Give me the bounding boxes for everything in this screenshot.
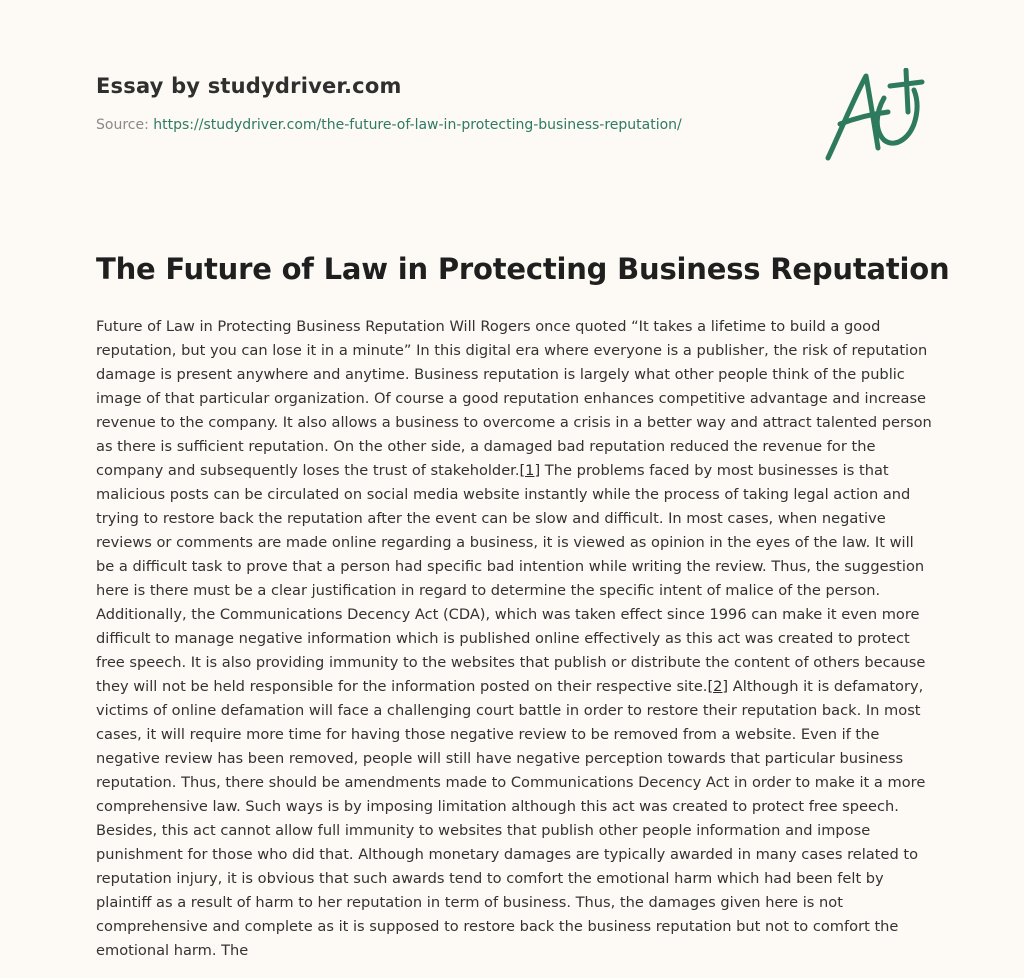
- footnote-link-1[interactable]: [1]: [519, 462, 541, 479]
- essay-body: [96, 315, 932, 963]
- brand-title: Essay by studydriver.com: [96, 74, 402, 98]
- source-line: [96, 117, 796, 133]
- source-label: Source:: [96, 117, 149, 133]
- essay-paragraph-part-1: Future of Law in Protecting Business Reputation Will Rogers once quoted “It takes a lifetime to build a good reputation, but you can lose it in a minute” In this digital era where everyone is a publisher, the risk of reputation damage is present anywhere and anytime. Business reputation is largely what other people think of the public image of that particular organization. Of course a good reputation enhances competitive advantage and increase revenue to the company. It also allows a business to overcome a crisis in a better way and attract talented person as there is sufficient reputation. On the other side, a damaged bad reputation reduced the revenue for the company and subsequently loses the trust of stakeholder.: [96, 318, 932, 479]
- essay-paragraph-part-2: The problems faced by most businesses is that malicious posts can be circulated on social media website instantly while the process of taking legal action and trying to restore back the reputation after the event can be slow and difficult. In most cases, when negative reviews or comments are made online regarding a business, it is viewed as opinion in the eyes of the law. It will be a difficult task to prove that a person had specific bad intention while writing the review. Thus, the suggestion here is there must be a clear justification in regard to determine the specific intent of malice of the person. Additionally, the Communications Decency Act (CDA), which was taken effect since 1996 can make it even more difficult to manage negative information which is published online effectively as this act was created to protect free speech. It is also providing immunity to the websites that publish or distribute the content of others because they will not be held responsible for the information posted on their respective site.: [96, 462, 926, 695]
- essay-paragraph-part-3: Although it is defamatory, victims of online defamation will face a challenging court battle in order to restore their reputation back. In most cases, it will require more time for having those negative review to be removed from a website. Even if the negative review has been removed, people will still have negative perception towards that particular business reputation. Thus, there should be amendments made to Communications Decency Act in order to make it a more comprehensive law. Such ways is by imposing limitation although this act was created to protect free speech. Besides, this act cannot allow full immunity to websites that publish other people information and impose punishment for those who did that. Although monetary damages are typically awarded in many cases related to reputation injury, it is obvious that such awards tend to comfort the emotional harm which had been felt by plaintiff as a result of harm to her reputation in term of business. Thus, the damages given here is not comprehensive and complete as it is supposed to restore back the business reputation but not to comfort the emotional harm. The: [96, 678, 926, 959]
- footnote-link-2[interactable]: [2]: [707, 678, 729, 695]
- essay-header: [96, 74, 796, 133]
- essay-title: The Future of Law in Protecting Business Reputation: [96, 252, 950, 286]
- a-plus-logo-icon: [822, 68, 928, 164]
- source-link[interactable]: https://studydriver.com/the-future-of-law-in-protecting-business-reputation/: [153, 117, 682, 133]
